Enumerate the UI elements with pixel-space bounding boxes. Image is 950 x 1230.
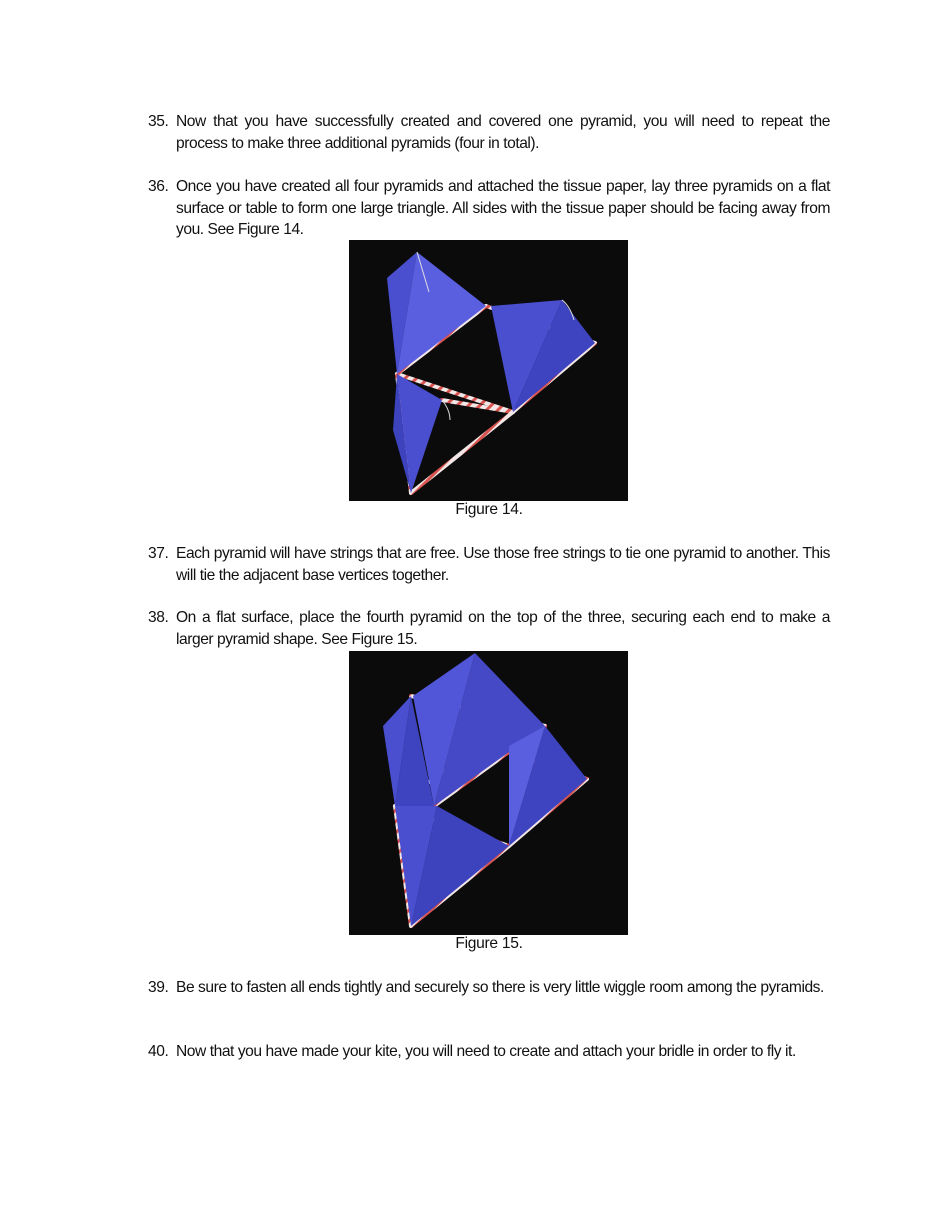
step-36 <box>148 176 830 241</box>
figure-14-photo <box>349 240 628 501</box>
step-number: 38. <box>148 609 169 626</box>
step-text: Each pyramid will have strings that are free. Use those free strings to tie one pyramid to another. This will tie the adjacent base vertices together. <box>176 545 830 584</box>
figure-15-caption: Figure 15. <box>455 935 523 952</box>
step-number: 35. <box>148 113 169 130</box>
figure-15-photo <box>349 651 628 935</box>
step-text: Now that you have made your kite, you will need to create and attach your bridle in order to fly it. <box>176 1043 796 1060</box>
step-number: 36. <box>148 178 169 195</box>
step-37 <box>148 543 830 586</box>
step-text: On a flat surface, place the fourth pyramid on the top of the three, securing each end to make a larger pyramid shape. See Figure 15. <box>176 609 830 648</box>
kite-four-pyramids-image <box>349 651 628 935</box>
step-40 <box>148 1041 830 1063</box>
step-number: 40. <box>148 1043 169 1060</box>
step-number: 39. <box>148 979 169 996</box>
step-35 <box>148 111 830 154</box>
figure-14-caption: Figure 14. <box>455 501 523 518</box>
step-number: 37. <box>148 545 169 562</box>
step-text: Once you have created all four pyramids and attached the tissue paper, lay three pyramids on a flat surface or table to form one large triangle. All sides with the tissue paper should be facing away from you. See Figure 14. <box>176 178 830 238</box>
step-38 <box>148 607 830 650</box>
step-39 <box>148 977 830 999</box>
step-text: Be sure to fasten all ends tightly and securely so there is very little wiggle room among the pyramids. <box>176 979 824 996</box>
step-text: Now that you have successfully created and covered one pyramid, you will need to repeat the process to make three additional pyramids (four in total). <box>176 113 830 152</box>
kite-three-pyramids-image <box>349 240 628 501</box>
